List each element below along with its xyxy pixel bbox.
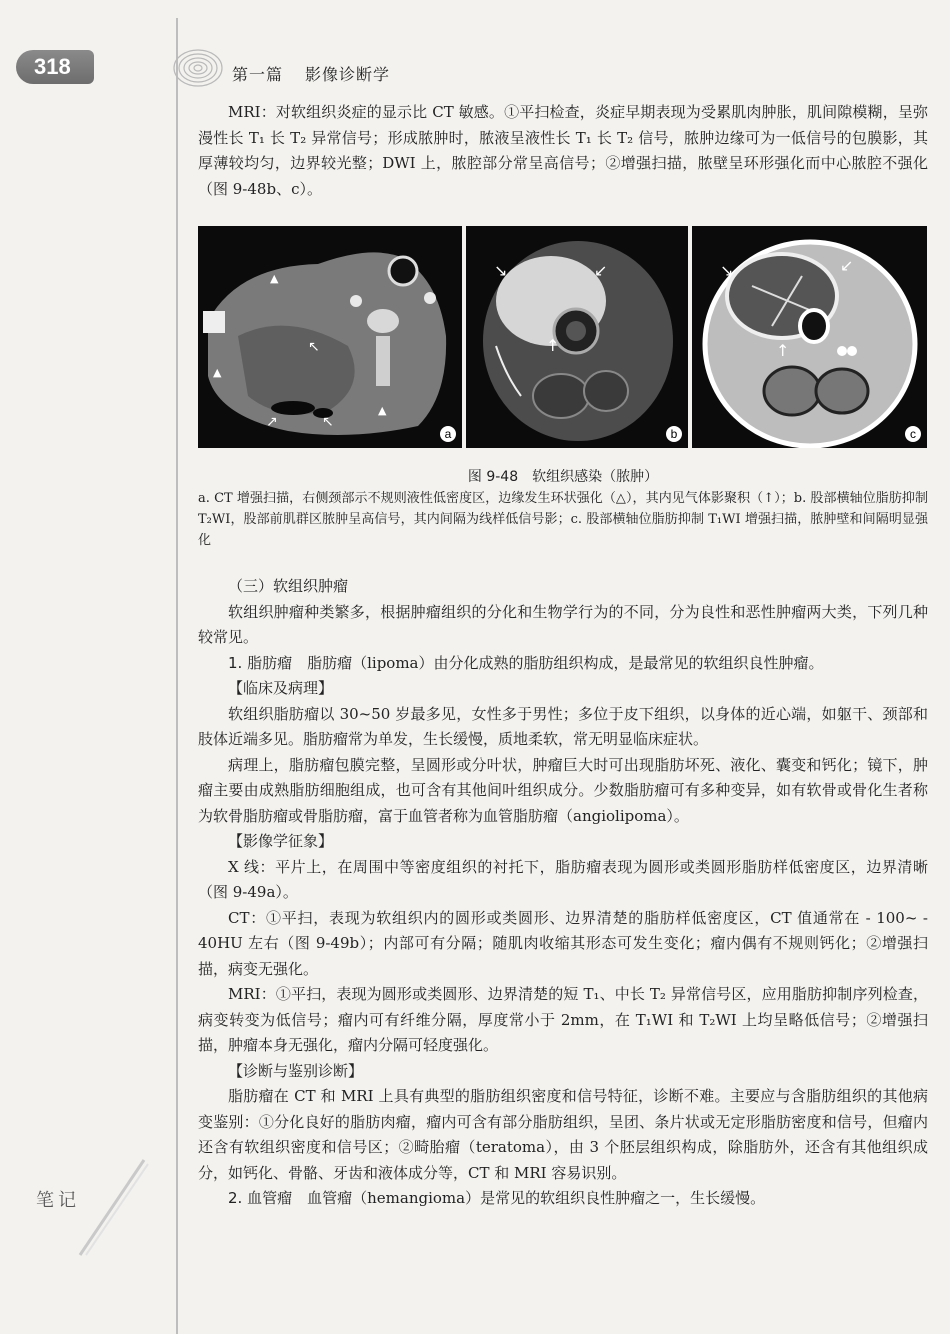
running-header <box>232 62 412 85</box>
svg-text:↑: ↑ <box>546 336 560 355</box>
svg-text:▲: ▲ <box>378 404 387 417</box>
section-soft-tissue-tumor <box>198 574 928 1212</box>
svg-text:↑: ↑ <box>776 341 790 360</box>
ct-paragraph <box>198 906 928 983</box>
margin-rule <box>176 18 178 1334</box>
mri-t1-enhanced-thigh-image <box>692 226 927 448</box>
clinical-paragraph-2: 病理上，脂肪瘤包膜完整，呈圆形或分叶状，肿瘤巨大时可出现脂肪坏死、液化、囊变和钙化；镜下，肿瘤主要由成熟脂肪细胞组成，也可含有其他间叶组织成分。少数脂肪瘤可有多种变异，如有软骨或骨化生者称为软骨脂肪瘤或骨脂肪瘤，富于血管者称为血管脂肪瘤（angiolipoma）。 <box>198 755 928 825</box>
imaging-heading: 【影像学征象】 <box>228 832 334 850</box>
panel-label-c: c <box>905 426 921 442</box>
notes-label: 笔记 <box>36 1190 80 1211</box>
mri-lead: MRI： <box>228 103 276 121</box>
lipoma-heading: 1. 脂肪瘤 <box>228 653 293 672</box>
lipoma-text: 脂肪瘤（lipoma）由分化成熟的脂肪组织构成，是最常见的软组织良性肿瘤。 <box>307 653 824 672</box>
lipoma-paragraph <box>198 651 928 677</box>
page-number: 318 <box>16 50 94 84</box>
mri-lead-2: MRI： <box>228 985 276 1003</box>
svg-text:↙: ↙ <box>840 256 854 275</box>
mri-paragraph <box>198 982 928 1059</box>
clinical-heading: 【临床及病理】 <box>228 679 334 697</box>
mri-text: 对软组织炎症的显示比 CT 敏感。①平扫检查，炎症早期表现为受累肌肉肿胀，肌间隙模糊，呈弥漫性长 T₁ 长 T₂ 异常信号；形成脓肿时，脓液呈液性长 T₁ 长 T₂ 信号，脓肿边缘可为一低信号的包膜影，其厚薄较均匀，边界较光整；DWI 上，脓腔部分常呈高信号；②增强扫描，脓壁呈环形强化而中心脓腔不强化（图 9-48b、c）。 <box>198 103 928 198</box>
diagnosis-heading: 【诊断与鉴别诊断】 <box>228 1061 364 1080</box>
section-intro: 软组织肿瘤种类繁多，根据肿瘤组织的分化和生物学行为的不同，分为良性和恶性肿瘤两大类，下列几种较常见。 <box>198 602 928 646</box>
hemangioma-text: 血管瘤（hemangioma）是常见的软组织良性肿瘤之一，生长缓慢。 <box>307 1189 766 1207</box>
intro-paragraph <box>198 100 928 202</box>
xray-text: 平片上，在周围中等密度组织的衬托下，脂肪瘤表现为圆形或类圆形脂肪样低密度区，边界清晰（图 9-49a）。 <box>198 857 928 901</box>
panel-label-a: a <box>440 426 456 442</box>
mri-text-2: ①平扫，表现为圆形或类圆形、边界清楚的短 T₁、中长 T₂ 异常信号区，应用脂肪抑制序列检查，病变转变为低信号；瘤内可有纤维分隔，厚度常小于 2mm，在 T₁WI 和 T₂WI 上均呈略低信号；②增强扫描，肿瘤本身无强化，瘤内分隔可轻度强化。 <box>198 985 928 1054</box>
mri-t2-thigh-image <box>466 226 688 448</box>
figure-panel-a <box>198 226 462 448</box>
svg-text:↖: ↖ <box>308 339 320 355</box>
svg-text:↙: ↙ <box>594 261 608 280</box>
hemangioma-heading: 2. 血管瘤 <box>228 1189 293 1207</box>
section-heading: （三）软组织肿瘤 <box>228 577 349 595</box>
figure-title: 图 9-48 软组织感染（脓肿） <box>467 469 659 485</box>
svg-text:↘: ↘ <box>720 261 734 280</box>
diagnosis-paragraph: 脂肪瘤在 CT 和 MRI 上具有典型的脂肪组织密度和信号特征，诊断不难。主要应与含脂肪组织的其他病变鉴别：①分化良好的脂肪肉瘤，瘤内可含有部分脂肪组织，呈团、条片状或无定形脂肪密度和信号，但瘤内还含有软组织密度和信号区；②畸胎瘤（teratoma），由 3 个胚层组织构成，除脂肪外，还含有其他组织成分，如钙化、骨骼、牙齿和液体成分等，CT 和 MRI 容易识别。 <box>198 1087 928 1182</box>
figure-panel-c <box>692 226 927 448</box>
svg-text:↗: ↗ <box>266 414 278 430</box>
svg-text:▲: ▲ <box>270 272 279 285</box>
svg-text:↖: ↖ <box>322 414 334 430</box>
figure-caption: a. CT 增强扫描，右侧颈部示不规则液性低密度区，边缘发生环状强化（△），其内见气体影聚积（↑）；b. 股部横轴位脂肪抑制 T₂WI，股部前肌群区脓肿呈高信号，其内间隔为线样低信号影；c. 股部横轴位脂肪抑制 T₁WI 增强扫描，脓肿壁和间隔明显强化 <box>198 491 928 548</box>
ct-lead: CT： <box>228 908 266 927</box>
intro-block <box>198 100 928 202</box>
xray-paragraph <box>198 855 928 906</box>
ct-neck-image <box>198 226 462 448</box>
clinical-paragraph-1: 软组织脂肪瘤以 30~50 岁最多见，女性多于男性；多位于皮下组织，以身体的近心端，如躯干、颈部和肢体近端多见。脂肪瘤常为单发，生长缓慢，质地柔软，常无明显临床症状。 <box>198 704 928 748</box>
panel-label-b: b <box>666 426 682 442</box>
figure-9-48 <box>198 226 927 448</box>
figure-panel-b <box>466 226 688 448</box>
svg-text:↘: ↘ <box>494 261 508 280</box>
hemangioma-paragraph <box>198 1186 928 1212</box>
pen-icon <box>72 1150 152 1260</box>
swirl-ornament-icon <box>170 44 226 92</box>
ct-text: ①平扫，表现为软组织内的圆形或类圆形、边界清楚的脂肪样低密度区，CT 值通常在 - 100~ - 40HU 左右（图 9-49b）；内部可有分隔；随肌肉收缩其形态可发生变化；瘤内偶有不规则钙化；②增强扫描，病变无强化。 <box>198 908 928 978</box>
part-label: 第一篇 <box>232 65 284 84</box>
xray-lead: X 线： <box>228 857 276 876</box>
subject-label: 影像诊断学 <box>305 65 391 84</box>
svg-text:▲: ▲ <box>213 366 222 379</box>
